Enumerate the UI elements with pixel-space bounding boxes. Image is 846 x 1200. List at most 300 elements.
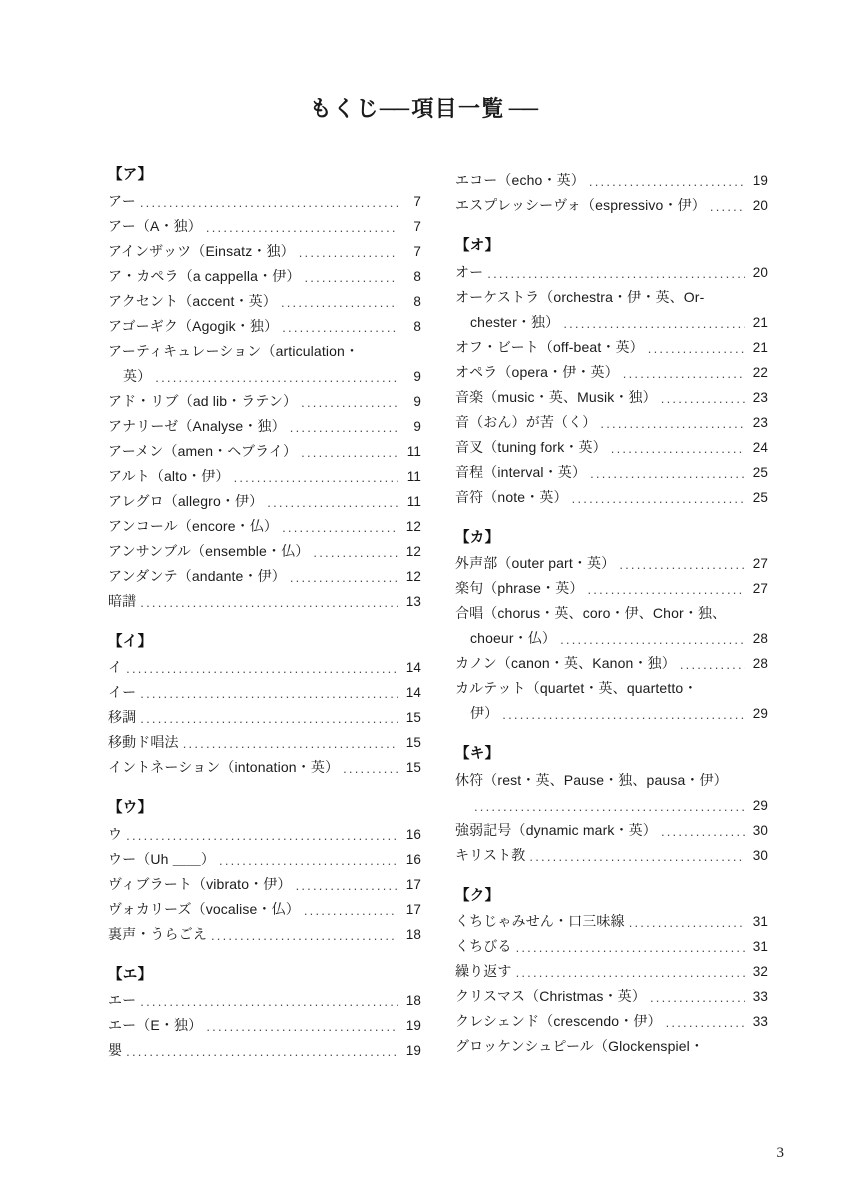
toc-entry[interactable] [108, 847, 421, 872]
dot-leader [290, 414, 398, 439]
toc-entry-label: 音楽（music・英、Musik・独） [455, 388, 657, 405]
toc-entry-row [108, 189, 421, 214]
toc-entry-row [455, 335, 768, 360]
toc-entry-page: 21 [752, 339, 768, 355]
toc-section [108, 968, 421, 1064]
toc-entry-row [470, 626, 768, 651]
right-column [455, 168, 768, 1063]
toc-entry-row [455, 843, 768, 868]
toc-entry[interactable] [108, 439, 421, 464]
toc-section-heading: 【ア】 [108, 167, 153, 183]
toc-entry-page: 9 [413, 393, 421, 409]
toc-entry[interactable] [108, 314, 421, 339]
toc-entry-row [455, 435, 768, 460]
toc-entry-label: アゴーギク（Agogik・独） [108, 317, 279, 334]
toc-entry[interactable] [455, 193, 768, 218]
toc-entry-label: 音符（note・英） [455, 488, 568, 505]
toc-entry[interactable] [455, 551, 768, 576]
toc-entry-page: 7 [413, 243, 421, 259]
toc-entry-row [108, 514, 421, 539]
toc-entry-page: 16 [405, 826, 421, 842]
toc-entry-row [108, 755, 421, 780]
toc-section-heading: 【エ】 [108, 966, 153, 983]
toc-section [455, 531, 768, 727]
dot-leader [140, 189, 398, 214]
toc-entry-page: 33 [752, 989, 768, 1004]
dot-leader [680, 651, 745, 676]
toc-entry-label: アーメン（amen・ヘブライ） [108, 442, 298, 459]
left-column [108, 168, 421, 1063]
toc-entry-page: 32 [752, 964, 768, 979]
toc-entry[interactable] [108, 988, 421, 1013]
toc-section-heading: 【カ】 [455, 529, 500, 546]
title-main: もくじ [309, 96, 380, 121]
toc-entry-row [455, 385, 768, 410]
toc-entry-row [108, 897, 421, 922]
toc-entry-row [470, 701, 768, 726]
dot-leader [648, 335, 745, 360]
dot-leader [590, 460, 745, 485]
toc-entry[interactable] [108, 414, 421, 439]
title-subtitle: 項目一覧 [411, 96, 505, 121]
toc-entry[interactable] [108, 922, 421, 947]
dot-leader [140, 988, 398, 1013]
dot-leader [299, 239, 398, 264]
toc-entry-label: アー（A・独） [108, 217, 202, 234]
toc-entry-page: 11 [406, 493, 421, 509]
toc-entry-page: 11 [406, 443, 421, 459]
toc-entry-row [455, 984, 768, 1009]
toc-entry-label: オーケストラ（orchestra・伊・英、Or- [455, 288, 705, 305]
dot-leader [296, 872, 398, 897]
toc-entry-label: エー [108, 992, 137, 1008]
toc-entry-row [108, 539, 421, 564]
dot-leader [563, 310, 745, 335]
toc-entry-page: 13 [405, 593, 421, 609]
toc-entry-page: 23 [752, 414, 768, 430]
toc-entry-row [455, 934, 768, 959]
dot-leader [211, 922, 398, 947]
toc-entry[interactable] [455, 460, 768, 485]
toc-section [455, 239, 768, 510]
dot-leader [282, 314, 398, 339]
toc-entry[interactable] [455, 385, 768, 410]
toc-entry-page: 18 [405, 993, 421, 1008]
toc-entry[interactable] [455, 1034, 768, 1059]
toc-entry-row [108, 264, 421, 289]
dot-leader [661, 385, 745, 410]
dot-leader [301, 389, 398, 414]
toc-entry[interactable] [455, 601, 768, 651]
toc-section [108, 635, 421, 781]
dot-leader [572, 485, 745, 510]
toc-section-heading: 【ウ】 [108, 800, 153, 816]
toc-entry-row [108, 439, 421, 464]
dot-leader [126, 655, 398, 680]
toc-entry-page: 8 [413, 293, 421, 309]
toc-entry-page: 15 [405, 760, 421, 775]
toc-entry-label: イントネーション（intonation・英） [108, 759, 340, 775]
toc-entry[interactable] [455, 843, 768, 868]
toc-entry-row [108, 464, 421, 489]
toc-entry[interactable] [455, 335, 768, 360]
dot-leader [290, 564, 398, 589]
toc-entry-page: 11 [406, 468, 421, 484]
dot-leader [140, 680, 398, 705]
toc-entry[interactable] [455, 768, 768, 818]
toc-entry-row [108, 655, 421, 680]
toc-entry-label: アンサンブル（ensemble・仏） [108, 542, 310, 559]
toc-entry-row [108, 922, 421, 947]
toc-entry-row [455, 260, 768, 285]
dot-leader [234, 464, 398, 489]
toc-entry-page: 7 [413, 193, 421, 209]
toc-entry-label: アド・リブ（ad lib・ラテン） [108, 392, 298, 409]
toc-entry-label: クレシェンド（crescendo・伊） [455, 1013, 662, 1029]
toc-entry-label: カルテット（quartet・英、quartetto・ [455, 680, 698, 696]
toc-entry-row [108, 705, 421, 730]
toc-entry[interactable] [108, 822, 421, 847]
dot-leader [126, 822, 398, 847]
toc-entry-label: オペラ（opera・伊・英） [455, 363, 619, 380]
toc-entry-page: 15 [405, 710, 421, 725]
toc-entry-label: 移調 [108, 709, 137, 725]
dot-leader [623, 360, 745, 385]
toc-entry-row [108, 414, 421, 439]
toc-entry[interactable] [108, 755, 421, 780]
toc-entry-row [455, 168, 768, 193]
toc-entry-label: 合唱（chorus・英、coro・伊、Chor・独、 [455, 605, 727, 621]
toc-entry-continuation [108, 364, 421, 389]
toc-entry-row [108, 680, 421, 705]
toc-entry-label: ヴォカリーズ（vocalise・仏） [108, 900, 300, 917]
toc-entry-label: くちびる [455, 938, 512, 954]
toc-entry-row [455, 909, 768, 934]
toc-entry-row [470, 793, 768, 818]
toc-section-heading: 【オ】 [455, 238, 500, 254]
toc-entry-row [108, 314, 421, 339]
toc-entry-label: オフ・ビート（off-beat・英） [455, 338, 644, 355]
toc-entry-page: 29 [752, 706, 768, 721]
toc-section [455, 889, 768, 1060]
toc-entry-label: 音程（interval・英） [455, 463, 587, 480]
toc-entry[interactable] [108, 1038, 421, 1063]
toc-entry[interactable] [455, 818, 768, 843]
toc-entry-page: 8 [413, 318, 421, 334]
toc-entry-row [108, 847, 421, 872]
dot-leader [661, 818, 745, 843]
toc-entry-page: 19 [405, 1043, 421, 1058]
toc-entry-row [455, 1009, 768, 1034]
toc-entry-row [108, 289, 421, 314]
toc-entry-label: エー（E・独） [108, 1017, 203, 1033]
toc-entry[interactable] [108, 680, 421, 705]
toc-entry-row [108, 214, 421, 239]
toc-entry-row [455, 551, 768, 576]
toc-entry[interactable] [455, 260, 768, 285]
toc-entry[interactable] [455, 360, 768, 385]
toc-entry[interactable] [455, 168, 768, 193]
toc-entry-label: 強弱記号（dynamic mark・英） [455, 821, 657, 838]
page-title [0, 92, 846, 123]
toc-entry-continuation [455, 793, 768, 818]
toc-entry-label: アインザッツ（Einsatz・独） [108, 242, 295, 259]
toc-entry-label: 外声部（outer part・英） [455, 555, 616, 571]
dot-leader [267, 489, 398, 514]
toc-section-heading: 【イ】 [108, 633, 153, 650]
toc-entry-label: グロッケンシュピール（Glockenspiel・ [455, 1038, 705, 1054]
toc-entry-page: 12 [405, 518, 421, 534]
toc-entry-continuation [455, 701, 768, 726]
toc-entry[interactable] [108, 389, 421, 414]
toc-entry-page: 21 [752, 314, 768, 330]
toc-entry[interactable] [108, 589, 421, 614]
toc-entry[interactable] [108, 730, 421, 755]
toc-entry[interactable] [455, 934, 768, 959]
toc-entry-label: キリスト教 [455, 846, 526, 863]
dot-leader [629, 909, 745, 934]
toc-entry-page: 18 [405, 926, 421, 942]
toc-entry-label: 暗譜 [108, 592, 137, 609]
dot-leader [282, 514, 398, 539]
toc-entry[interactable] [108, 464, 421, 489]
dot-leader [183, 730, 398, 755]
toc-entry-page: 15 [405, 735, 421, 750]
toc-entry[interactable] [455, 676, 768, 726]
toc-entry-label: エスプレッシーヴォ（espressivo・伊） [455, 197, 706, 213]
toc-entry-continuation [455, 310, 768, 335]
dot-leader [206, 1013, 398, 1038]
toc-entry-page: 31 [752, 914, 768, 929]
toc-entry[interactable] [108, 897, 421, 922]
dot-leader [600, 410, 745, 435]
toc-entry-row [470, 310, 768, 335]
toc-entry-label: アナリーゼ（Analyse・独） [108, 417, 286, 434]
toc-entry-label: くちじゃみせん・口三味線 [455, 913, 625, 929]
toc-entry-label: 英） [123, 367, 152, 384]
toc-entry-label: ア・カペラ（a cappella・伊） [108, 267, 301, 284]
toc-entry-row [108, 239, 421, 264]
toc-entry-row [108, 589, 421, 614]
toc-entry-page: 12 [405, 543, 421, 559]
toc-entry-page: 28 [752, 631, 768, 646]
toc-entry[interactable] [455, 285, 768, 335]
toc-entry-label: アンダンテ（andante・伊） [108, 567, 286, 584]
toc-entry[interactable] [108, 264, 421, 289]
page-number: 3 [776, 1145, 784, 1161]
toc-entry[interactable] [108, 239, 421, 264]
toc-entry-continuation [455, 626, 768, 651]
toc-entry[interactable] [108, 214, 421, 239]
toc-entry[interactable] [455, 984, 768, 1009]
toc-entry-label: 伊） [470, 705, 499, 721]
toc-entry-label: ウー（Uh ＿＿） [108, 850, 216, 867]
toc-entry[interactable] [108, 705, 421, 730]
toc-entry-label: 裏声・うらごえ [108, 925, 207, 942]
toc-entry[interactable] [455, 576, 768, 601]
dot-leader [140, 589, 398, 614]
toc-entry[interactable] [108, 514, 421, 539]
toc-entry[interactable] [455, 1009, 768, 1034]
toc-entry-label: choeur・仏） [470, 630, 557, 646]
toc-entry-row [455, 485, 768, 510]
toc-entry-page: 14 [405, 660, 421, 675]
toc-entry-page: 25 [752, 489, 768, 505]
toc-entry-page: 30 [752, 847, 768, 863]
toc-entry-label: ウ [108, 825, 123, 842]
toc-entry-page: 27 [752, 581, 768, 596]
toc-entry-label: 音叉（tuning fork・英） [455, 438, 607, 455]
toc-columns [108, 168, 768, 1063]
toc-entry-label: エコー（echo・英） [455, 172, 585, 188]
toc-entry[interactable] [455, 435, 768, 460]
toc-entry[interactable] [455, 959, 768, 984]
toc-entry[interactable] [108, 489, 421, 514]
toc-entry-row [123, 364, 421, 389]
dot-leader [502, 701, 745, 726]
dot-leader [516, 934, 745, 959]
toc-entry-row [108, 822, 421, 847]
toc-entry-row [455, 818, 768, 843]
toc-entry[interactable] [108, 189, 421, 214]
toc-entry-page: 17 [405, 901, 421, 917]
toc-entry-page: 12 [405, 568, 421, 584]
toc-entry-row [455, 460, 768, 485]
toc-entry-page: 20 [752, 198, 768, 213]
dot-leader [281, 289, 398, 314]
dot-leader [206, 214, 398, 239]
toc-entry[interactable] [455, 410, 768, 435]
toc-entry-row [108, 1013, 421, 1038]
toc-entry-page: 19 [752, 173, 768, 188]
toc-entry-row [108, 489, 421, 514]
toc-section [455, 168, 768, 218]
toc-entry-label: 移動ド唱法 [108, 734, 179, 750]
dot-leader [611, 435, 745, 460]
toc-entry-page: 31 [752, 939, 768, 954]
toc-entry-page: 30 [752, 822, 768, 838]
toc-entry-label: アルト（alto・伊） [108, 467, 230, 484]
toc-entry-label: アーティキュレーション（articulation・ [108, 342, 360, 359]
dot-leader [126, 1038, 398, 1063]
title-dash-right: ── [508, 96, 537, 121]
toc-entry-row [455, 576, 768, 601]
dot-leader [343, 755, 398, 780]
toc-entry-row [455, 959, 768, 984]
toc-entry-page: 9 [413, 368, 421, 384]
dot-leader [313, 539, 398, 564]
dot-leader [474, 793, 745, 818]
toc-entry-label: 休符（rest・英、Pause・独、pausa・伊） [455, 771, 728, 788]
toc-entry-page: 16 [405, 851, 421, 867]
toc-entry-label: イ [108, 659, 123, 675]
toc-entry-page: 14 [405, 685, 421, 700]
toc-entry-page: 7 [413, 218, 421, 234]
toc-entry[interactable] [108, 564, 421, 589]
dot-leader [666, 1009, 745, 1034]
toc-entry-label: 音（おん）が苦（く） [455, 413, 597, 430]
toc-entry-label: 楽句（phrase・英） [455, 580, 584, 596]
dot-leader [487, 260, 745, 285]
toc-entry[interactable] [108, 1013, 421, 1038]
dot-leader [710, 193, 745, 218]
dot-leader [155, 364, 398, 389]
dot-leader [529, 843, 745, 868]
toc-entry-page: 23 [752, 389, 768, 405]
toc-entry-page: 8 [413, 268, 421, 284]
toc-entry-row [108, 1038, 421, 1063]
dot-leader [589, 168, 745, 193]
toc-section [108, 168, 421, 614]
toc-entry-row [455, 360, 768, 385]
toc-entry-label: アンコール（encore・仏） [108, 517, 279, 534]
toc-entry-page: 24 [752, 439, 768, 455]
toc-entry-label: カノン（canon・英、Kanon・独） [455, 655, 676, 671]
toc-entry-row [108, 389, 421, 414]
dot-leader [560, 626, 745, 651]
toc-entry-page: 20 [752, 264, 768, 280]
toc-entry-label: オー [455, 263, 484, 280]
toc-section [108, 801, 421, 947]
toc-entry-label: アー [108, 192, 136, 209]
toc-entry-page: 9 [413, 418, 421, 434]
toc-section-heading: 【キ】 [455, 746, 500, 762]
dot-leader [588, 576, 746, 601]
toc-entry-page: 17 [405, 876, 421, 892]
toc-entry-label: chester・独） [470, 313, 560, 330]
toc-entry-label: 繰り返す [455, 963, 512, 979]
toc-entry-row [108, 730, 421, 755]
toc-section-heading: 【ク】 [455, 887, 500, 904]
dot-leader [219, 847, 398, 872]
dot-leader [301, 439, 398, 464]
toc-entry[interactable] [455, 651, 768, 676]
toc-entry[interactable] [108, 539, 421, 564]
toc-entry-page: 29 [752, 797, 768, 813]
toc-entry-row [108, 564, 421, 589]
toc-entry[interactable] [108, 655, 421, 680]
toc-entry[interactable] [108, 289, 421, 314]
toc-entry[interactable] [455, 909, 768, 934]
toc-entry-page: 19 [405, 1018, 421, 1033]
toc-entry-label: イー [108, 684, 137, 700]
toc-entry-page: 33 [752, 1014, 768, 1029]
dot-leader [305, 264, 399, 289]
dot-leader [304, 897, 398, 922]
toc-entry-label: クリスマス（Christmas・英） [455, 988, 646, 1004]
toc-entry-page: 27 [752, 556, 768, 571]
dot-leader [516, 959, 745, 984]
toc-entry[interactable] [455, 485, 768, 510]
toc-section [455, 747, 768, 868]
toc-entry-page: 25 [752, 464, 768, 480]
toc-entry[interactable] [108, 339, 421, 389]
toc-entry-row [108, 988, 421, 1013]
toc-entry-row [108, 872, 421, 897]
toc-entry-label: アレグロ（allegro・伊） [108, 492, 264, 509]
dot-leader [619, 551, 745, 576]
toc-entry[interactable] [108, 872, 421, 897]
toc-entry-label: ヴィブラート（vibrato・伊） [108, 875, 292, 892]
toc-entry-row [455, 410, 768, 435]
dot-leader [140, 705, 398, 730]
toc-entry-label: 嬰 [108, 1042, 123, 1058]
title-dash-left: ── [379, 96, 408, 121]
dot-leader [650, 984, 745, 1009]
toc-entry-page: 22 [752, 364, 768, 380]
toc-entry-row [455, 193, 768, 218]
toc-entry-label: アクセント（accent・英） [108, 292, 277, 309]
